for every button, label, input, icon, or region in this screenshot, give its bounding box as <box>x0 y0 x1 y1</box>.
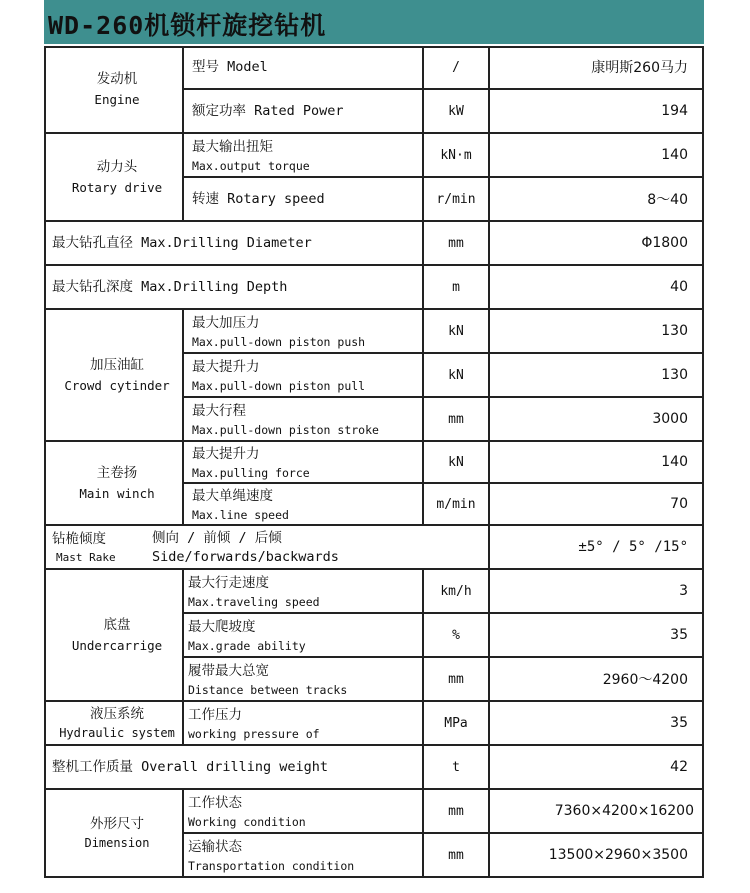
group-engine <box>44 46 184 134</box>
engine-power-value: 194 <box>490 90 704 134</box>
crowd-stroke-value: 3000 <box>490 398 704 442</box>
weight-value: 42 <box>490 746 704 790</box>
hydraulic-pressure-en: working pressure of <box>188 726 320 741</box>
dim-trans-en: Transportation condition <box>188 858 355 873</box>
crowd-pull-unit: kN <box>424 354 490 398</box>
under-grade-en: Max.grade ability <box>188 638 306 653</box>
crowd-stroke-cn: 最大行程 <box>192 402 246 419</box>
crowd-push-value: 130 <box>490 310 704 354</box>
rake-cn2: 侧向 / 前倾 / 后倾 <box>152 530 282 546</box>
rotary-torque-cn: 最大输出扭矩 <box>192 138 273 155</box>
crowd-push-unit: kN <box>424 310 490 354</box>
depth-value: 40 <box>490 266 704 310</box>
under-travel-label <box>184 570 424 614</box>
group-crowd-cn: 加压油缸 <box>90 356 144 373</box>
crowd-pull-cn: 最大提升力 <box>192 358 260 375</box>
group-hydraulic-cn: 液压系统 <box>90 706 144 722</box>
rake-en2: Side/forwards/backwards <box>152 549 339 565</box>
group-hydraulic-en: Hydraulic system <box>59 726 175 740</box>
crowd-push-cn: 最大加压力 <box>192 314 260 331</box>
crowd-pull-label <box>184 354 424 398</box>
group-rotary-cn: 动力头 <box>96 158 138 175</box>
rake-en: Mast Rake <box>56 550 116 564</box>
winch-line-label <box>184 484 424 526</box>
weight-label <box>44 746 424 790</box>
under-travel-unit: km/h <box>424 570 490 614</box>
group-under-cn: 底盘 <box>103 616 131 633</box>
group-winch-cn: 主卷扬 <box>96 464 138 481</box>
engine-model-text: 型号 Model <box>192 58 268 75</box>
under-tracks-label <box>184 658 424 702</box>
crowd-stroke-label <box>184 398 424 442</box>
under-tracks-value: 2960～4200 <box>490 658 704 702</box>
dim-work-cn: 工作状态 <box>188 794 242 811</box>
under-grade-cn: 最大爬坡度 <box>188 618 256 635</box>
dim-trans-cn: 运输状态 <box>188 838 242 855</box>
rake-cn: 钻桅倾度 <box>52 530 106 547</box>
depth-label <box>44 266 424 310</box>
rotary-torque-unit: kN·m <box>424 134 490 178</box>
winch-line-cn: 最大单绳速度 <box>192 487 273 504</box>
under-tracks-en: Distance between tracks <box>188 682 348 697</box>
dim-trans-unit: mm <box>424 834 490 878</box>
hydraulic-pressure-label <box>184 702 424 746</box>
under-travel-en: Max.traveling speed <box>188 594 320 609</box>
winch-force-en: Max.pulling force <box>192 465 310 480</box>
hydraulic-pressure-unit: MPa <box>424 702 490 746</box>
weight-text: 整机工作质量 Overall drilling weight <box>52 758 329 775</box>
winch-force-unit: kN <box>424 442 490 484</box>
under-grade-label <box>184 614 424 658</box>
depth-unit: m <box>424 266 490 310</box>
under-tracks-unit: mm <box>424 658 490 702</box>
dim-work-unit: mm <box>424 790 490 834</box>
dim-trans-label <box>184 834 424 878</box>
engine-model-label <box>184 46 424 90</box>
page-title: WD-260机锁杆旋挖钻机 <box>48 11 327 40</box>
group-winch-en: Main winch <box>79 485 155 501</box>
rake-value: ±5° / 5° /15° <box>490 526 704 570</box>
crowd-stroke-unit: mm <box>424 398 490 442</box>
under-travel-cn: 最大行走速度 <box>188 574 269 591</box>
group-dim-cn: 外形尺寸 <box>90 816 144 832</box>
rotary-speed-text: 转速 Rotary speed <box>192 190 325 207</box>
weight-unit: t <box>424 746 490 790</box>
under-travel-value: 3 <box>490 570 704 614</box>
spec-table <box>44 46 704 878</box>
dim-work-en: Working condition <box>188 814 306 829</box>
diameter-label <box>44 222 424 266</box>
engine-model-value: 康明斯260马力 <box>490 46 704 90</box>
winch-line-unit: m/min <box>424 484 490 526</box>
winch-force-value: 140 <box>490 442 704 484</box>
diameter-unit: mm <box>424 222 490 266</box>
crowd-push-label <box>184 310 424 354</box>
winch-force-cn: 最大提升力 <box>192 445 260 462</box>
diameter-text: 最大钻孔直径 Max.Drilling Diameter <box>52 234 312 251</box>
winch-line-value: 70 <box>490 484 704 526</box>
winch-line-en: Max.line speed <box>192 507 289 522</box>
engine-model-unit: / <box>424 46 490 90</box>
diameter-value: Φ1800 <box>490 222 704 266</box>
engine-power-text: 额定功率 Rated Power <box>192 102 344 119</box>
group-rotary-en: Rotary drive <box>71 179 163 195</box>
rotary-speed-value: 8～40 <box>490 178 704 222</box>
winch-force-label <box>184 442 424 484</box>
group-dim-en: Dimension <box>84 836 150 850</box>
dim-work-value: 7360×4200×16200 <box>490 790 704 834</box>
engine-power-unit: kW <box>424 90 490 134</box>
group-under <box>44 570 184 702</box>
depth-text: 最大钻孔深度 Max.Drilling Depth <box>52 278 288 295</box>
hydraulic-pressure-cn: 工作压力 <box>188 706 242 723</box>
crowd-stroke-en: Max.pull-down piston stroke <box>192 422 379 437</box>
group-crowd <box>44 310 184 442</box>
hydraulic-pressure-value: 35 <box>490 702 704 746</box>
rotary-torque-label <box>184 134 424 178</box>
crowd-push-en: Max.pull-down piston push <box>192 334 366 349</box>
dim-trans-value: 13500×2960×3500 <box>490 834 704 878</box>
title-bar <box>44 0 704 44</box>
group-engine-cn: 发动机 <box>96 70 138 87</box>
group-crowd-en: Crowd cytinder <box>64 377 170 393</box>
under-grade-value: 35 <box>490 614 704 658</box>
group-under-en: Undercarrige <box>71 637 163 653</box>
group-dim <box>44 790 184 878</box>
engine-power-label <box>184 90 424 134</box>
crowd-pull-value: 130 <box>490 354 704 398</box>
rotary-speed-unit: r/min <box>424 178 490 222</box>
group-engine-en: Engine <box>94 91 140 107</box>
dim-work-label <box>184 790 424 834</box>
rotary-speed-label <box>184 178 424 222</box>
crowd-pull-en: Max.pull-down piston pull <box>192 378 366 393</box>
group-hydraulic <box>44 702 184 746</box>
group-winch <box>44 442 184 526</box>
rotary-torque-en: Max.output torque <box>192 158 310 173</box>
rotary-torque-value: 140 <box>490 134 704 178</box>
under-grade-unit: % <box>424 614 490 658</box>
rake-label <box>44 526 490 570</box>
under-tracks-cn: 履带最大总宽 <box>188 662 269 679</box>
group-rotary <box>44 134 184 222</box>
